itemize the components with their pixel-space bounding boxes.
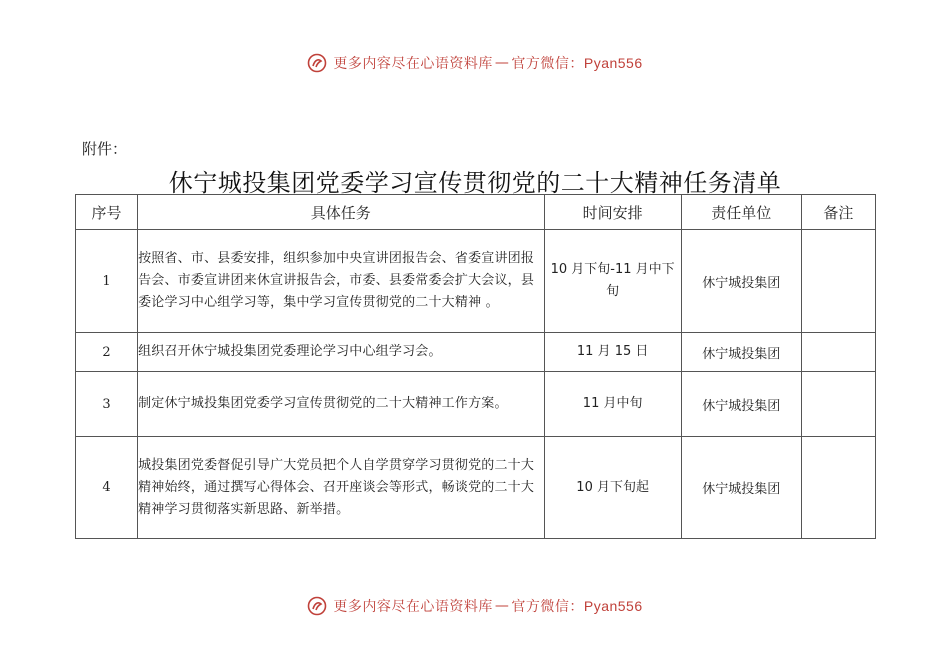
row-time: 10 月下旬-11 月中下旬	[544, 230, 681, 333]
watermark-wechat-label: 官方微信：	[511, 56, 584, 72]
row-number: 3	[76, 372, 138, 437]
row-note	[801, 437, 875, 539]
row-task: 按照省、市、县委安排，组织参加中央宣讲团报告会、省委宣讲团报告会、市委宣讲团来休宣讲报告会，市委、县委常委会扩大会议，县委论学习中心组学习等，集中学习宣传贯彻党的二十大精神 。	[138, 230, 545, 333]
watermark-text: 更多内容尽在心语资料库	[333, 599, 493, 615]
row-number: 1	[76, 230, 138, 333]
table-row	[76, 372, 876, 437]
brand-logo-icon	[307, 53, 327, 73]
document-title: 休宁城投集团党委学习宣传贯彻党的二十大精神任务清单	[168, 169, 782, 197]
watermark-bottom	[0, 596, 950, 616]
row-unit: 休宁城投集团	[681, 437, 801, 539]
row-time: 10 月下旬起	[544, 437, 681, 539]
row-task: 组织召开休宁城投集团党委理论学习中心组学习会。	[138, 333, 545, 372]
table-header-row	[76, 195, 876, 230]
header-task: 具体任务	[138, 195, 545, 230]
row-task: 城投集团党委督促引导广大党员把个人自学贯穿学习贯彻党的二十大精神始终，通过撰写心得体会、召开座谈会等形式，畅谈党的二十大精神学习贯彻落实新思路、新举措。	[138, 437, 545, 539]
header-unit: 责任单位	[681, 195, 801, 230]
task-table	[75, 194, 876, 539]
watermark-top	[0, 53, 950, 73]
watermark-wechat-id: Pyan556	[583, 598, 643, 614]
brand-logo-icon	[307, 596, 327, 616]
watermark-text: 更多内容尽在心语资料库	[333, 56, 493, 72]
header-note: 备注	[801, 195, 875, 230]
table-row	[76, 437, 876, 539]
watermark-wechat-label: 官方微信：	[511, 599, 584, 615]
row-note	[801, 372, 875, 437]
row-number: 4	[76, 437, 138, 539]
table-row	[76, 230, 876, 333]
watermark-separator: —	[494, 55, 510, 71]
row-note	[801, 230, 875, 333]
header-time: 时间安排	[544, 195, 681, 230]
row-number: 2	[76, 333, 138, 372]
watermark-wechat-id: Pyan556	[583, 55, 643, 71]
row-unit: 休宁城投集团	[681, 230, 801, 333]
watermark-separator: —	[494, 598, 510, 614]
row-unit: 休宁城投集团	[681, 372, 801, 437]
attachment-label: 附件：	[82, 140, 128, 158]
row-task: 制定休宁城投集团党委学习宣传贯彻党的二十大精神工作方案。	[138, 372, 545, 437]
row-time: 11 月中旬	[544, 372, 681, 437]
row-time: 11 月 15 日	[544, 333, 681, 372]
header-no: 序号	[76, 195, 138, 230]
row-note	[801, 333, 875, 372]
table-row	[76, 333, 876, 372]
row-unit: 休宁城投集团	[681, 333, 801, 372]
